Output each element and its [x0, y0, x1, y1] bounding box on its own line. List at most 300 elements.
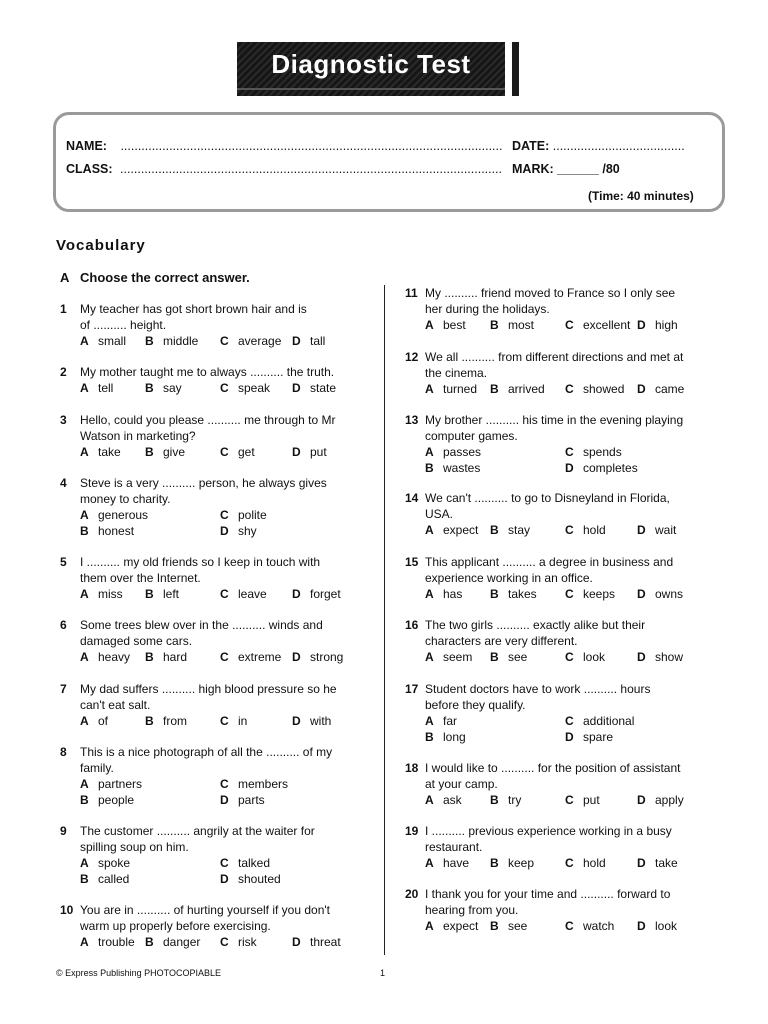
- option-text: see: [508, 650, 528, 664]
- question-text: [425, 554, 705, 586]
- option-text: state: [310, 381, 337, 395]
- option-text: tell: [98, 381, 114, 395]
- question-line: can't eat salt.: [80, 698, 151, 712]
- option-b[interactable]: [145, 713, 187, 729]
- time-limit: (Time: 40 minutes): [588, 189, 694, 203]
- question-number: 3: [60, 413, 67, 427]
- option-c[interactable]: [220, 507, 267, 523]
- option-b[interactable]: [490, 649, 527, 665]
- option-a[interactable]: [80, 649, 130, 665]
- option-letter: A: [425, 523, 434, 537]
- option-text: has: [443, 587, 463, 601]
- option-letter: A: [425, 650, 434, 664]
- question-line: We all .......... from different directions and met at: [425, 350, 684, 364]
- option-text: danger: [163, 935, 201, 949]
- option-b[interactable]: [490, 522, 530, 538]
- option-d[interactable]: [637, 918, 677, 934]
- option-text: wait: [655, 523, 677, 537]
- option-d[interactable]: [637, 855, 678, 871]
- option-b[interactable]: [490, 855, 534, 871]
- option-text: partners: [98, 777, 143, 791]
- option-text: shy: [238, 524, 257, 538]
- option-text: members: [238, 777, 289, 791]
- option-text: called: [98, 872, 130, 886]
- option-c[interactable]: [565, 317, 630, 333]
- option-d[interactable]: [292, 649, 343, 665]
- option-b[interactable]: [145, 444, 185, 460]
- option-text: from: [163, 714, 187, 728]
- mark-field[interactable]: [512, 162, 620, 176]
- option-text: passes: [443, 445, 482, 459]
- mark-label: MARK:: [512, 162, 554, 176]
- option-c[interactable]: [565, 649, 605, 665]
- option-letter: A: [425, 318, 434, 332]
- question-line: We can't .......... to go to Disneyland in Florida,: [425, 491, 670, 505]
- question-number: 20: [405, 887, 419, 901]
- question-line: at your camp.: [425, 777, 498, 791]
- option-letter: B: [490, 650, 499, 664]
- option-text: leave: [238, 587, 267, 601]
- question-text: [425, 490, 705, 522]
- option-letter: D: [637, 793, 646, 807]
- question-line: experience working in an office.: [425, 571, 593, 585]
- option-d[interactable]: [220, 523, 257, 539]
- option-a[interactable]: [425, 649, 472, 665]
- question-number: 8: [60, 745, 67, 759]
- question-number: 18: [405, 761, 419, 775]
- option-text: take: [655, 856, 678, 870]
- option-text: additional: [583, 714, 635, 728]
- option-text: try: [508, 793, 522, 807]
- option-letter: B: [145, 650, 154, 664]
- option-text: tall: [310, 334, 326, 348]
- question-line: her during the holidays.: [425, 302, 550, 316]
- date-field[interactable]: [512, 139, 685, 153]
- question-number: 5: [60, 555, 67, 569]
- option-text: middle: [163, 334, 199, 348]
- option-b[interactable]: [80, 792, 134, 808]
- option-d[interactable]: [637, 381, 684, 397]
- option-letter: B: [490, 793, 499, 807]
- option-text: spends: [583, 445, 622, 459]
- option-d[interactable]: [292, 934, 341, 950]
- option-text: heavy: [98, 650, 131, 664]
- option-letter: B: [80, 524, 89, 538]
- option-text: generous: [98, 508, 149, 522]
- question-line: My mother taught me to always .......... the truth.: [80, 365, 335, 379]
- option-letter: C: [220, 587, 229, 601]
- option-letter: A: [80, 445, 89, 459]
- option-d[interactable]: [637, 317, 678, 333]
- question-text: [80, 823, 360, 855]
- option-c[interactable]: [220, 333, 281, 349]
- option-text: parts: [238, 793, 265, 807]
- option-letter: D: [637, 523, 646, 537]
- question-text: [80, 617, 360, 649]
- mark-total: /80: [602, 162, 620, 176]
- option-a[interactable]: [425, 918, 478, 934]
- date-label: DATE:: [512, 139, 550, 153]
- question-line: characters are very different.: [425, 634, 578, 648]
- option-letter: A: [425, 587, 434, 601]
- option-b[interactable]: [425, 460, 480, 476]
- option-a[interactable]: [80, 444, 121, 460]
- option-text: showed: [583, 382, 625, 396]
- option-d[interactable]: [565, 460, 638, 476]
- name-label: NAME:: [66, 139, 107, 153]
- option-text: expect: [443, 919, 479, 933]
- option-text: left: [163, 587, 180, 601]
- option-d[interactable]: [292, 380, 336, 396]
- option-text: say: [163, 381, 182, 395]
- option-b[interactable]: [145, 586, 179, 602]
- option-b[interactable]: [490, 381, 545, 397]
- option-text: give: [163, 445, 186, 459]
- option-a[interactable]: [425, 792, 462, 808]
- question-number: 6: [60, 618, 67, 632]
- option-letter: A: [80, 334, 89, 348]
- option-b[interactable]: [80, 523, 134, 539]
- option-c[interactable]: [220, 713, 247, 729]
- option-text: expect: [443, 523, 479, 537]
- option-letter: D: [292, 714, 301, 728]
- option-b[interactable]: [80, 871, 129, 887]
- option-text: most: [508, 318, 535, 332]
- option-d[interactable]: [637, 649, 683, 665]
- option-b[interactable]: [490, 317, 534, 333]
- class-field[interactable]: [66, 162, 502, 176]
- option-letter: A: [425, 856, 434, 870]
- option-text: keeps: [583, 587, 616, 601]
- option-letter: A: [425, 793, 434, 807]
- option-b[interactable]: [490, 586, 537, 602]
- option-c[interactable]: [565, 444, 622, 460]
- option-text: threat: [310, 935, 341, 949]
- question-line: This applicant .......... a degree in business and: [425, 555, 674, 569]
- option-text: look: [655, 919, 678, 933]
- question-text: [425, 617, 705, 649]
- option-letter: D: [637, 856, 646, 870]
- option-letter: C: [565, 793, 574, 807]
- question-line: This is a nice photograph of all the .......... of my: [80, 745, 333, 759]
- question-line: Steve is a very .......... person, he always gives: [80, 476, 327, 490]
- option-c[interactable]: [565, 918, 614, 934]
- option-c[interactable]: [565, 522, 606, 538]
- option-letter: D: [637, 318, 646, 332]
- option-letter: B: [490, 382, 499, 396]
- question-line: I thank you for your time and .......... forward to: [425, 887, 671, 901]
- option-a[interactable]: [80, 855, 130, 871]
- option-letter: A: [80, 650, 89, 664]
- question-text: [80, 554, 360, 586]
- option-c[interactable]: [220, 934, 257, 950]
- option-a[interactable]: [80, 776, 142, 792]
- option-text: with: [310, 714, 332, 728]
- option-a[interactable]: [80, 333, 126, 349]
- option-a[interactable]: [425, 586, 462, 602]
- option-b[interactable]: [425, 729, 466, 745]
- page-number: 1: [380, 968, 386, 978]
- question-number: 14: [405, 491, 419, 505]
- option-letter: C: [220, 445, 229, 459]
- option-letter: C: [565, 382, 574, 396]
- question-text: [425, 760, 705, 792]
- instruction-text: Choose the correct answer.: [80, 270, 250, 285]
- option-letter: D: [220, 872, 229, 886]
- option-letter: B: [145, 334, 154, 348]
- date-dots: ......................................: [552, 139, 685, 153]
- option-text: put: [310, 445, 327, 459]
- option-letter: C: [565, 318, 574, 332]
- option-text: turned: [443, 382, 478, 396]
- option-letter: D: [637, 650, 646, 664]
- option-text: ask: [443, 793, 462, 807]
- question-number: 7: [60, 682, 67, 696]
- option-text: trouble: [98, 935, 135, 949]
- option-letter: A: [80, 381, 89, 395]
- option-letter: C: [220, 508, 229, 522]
- option-d[interactable]: [292, 586, 341, 602]
- option-letter: A: [425, 919, 434, 933]
- option-letter: D: [292, 445, 301, 459]
- question-line: restaurant.: [425, 840, 483, 854]
- option-letter: B: [145, 587, 154, 601]
- option-letter: B: [490, 587, 499, 601]
- option-text: takes: [508, 587, 537, 601]
- option-text: look: [583, 650, 606, 664]
- question-text: [80, 364, 360, 380]
- option-c[interactable]: [565, 855, 606, 871]
- question-number: 16: [405, 618, 419, 632]
- question-line: USA.: [425, 507, 454, 521]
- option-letter: B: [490, 523, 499, 537]
- option-c[interactable]: [565, 713, 634, 729]
- option-letter: D: [292, 381, 301, 395]
- option-text: long: [443, 730, 466, 744]
- option-c[interactable]: [220, 586, 267, 602]
- option-c[interactable]: [220, 649, 281, 665]
- option-b[interactable]: [145, 934, 200, 950]
- option-a[interactable]: [80, 380, 113, 396]
- option-b[interactable]: [490, 918, 527, 934]
- option-d[interactable]: [220, 871, 281, 887]
- option-letter: C: [220, 714, 229, 728]
- question-text: [425, 681, 705, 713]
- option-text: put: [583, 793, 600, 807]
- option-b[interactable]: [145, 380, 182, 396]
- question-line: Some trees blew over in the .......... winds and: [80, 618, 323, 632]
- name-dots: ..............................................................................................................: [120, 139, 503, 153]
- title-banner: [237, 42, 505, 96]
- option-a[interactable]: [425, 522, 478, 538]
- question-line: damaged some cars.: [80, 634, 193, 648]
- class-label: CLASS:: [66, 162, 113, 176]
- option-letter: C: [565, 919, 574, 933]
- question-text: [80, 681, 360, 713]
- option-letter: A: [80, 508, 89, 522]
- question-line: Hello, could you please .......... me through to Mr: [80, 413, 336, 427]
- option-text: far: [443, 714, 458, 728]
- option-letter: A: [80, 935, 89, 949]
- option-text: spoke: [98, 856, 131, 870]
- question-line: My .......... friend moved to France so I only see: [425, 286, 676, 300]
- question-line: My teacher has got short brown hair and is: [80, 302, 307, 316]
- question-text: [425, 285, 705, 317]
- option-letter: C: [220, 856, 229, 870]
- question-number: 1: [60, 302, 67, 316]
- question-line: I would like to .......... for the position of assistant: [425, 761, 681, 775]
- option-letter: B: [145, 381, 154, 395]
- option-text: of: [98, 714, 109, 728]
- question-number: 17: [405, 682, 419, 696]
- question-text: [425, 886, 705, 918]
- question-text: [80, 301, 360, 333]
- column-divider: [384, 285, 385, 955]
- option-b[interactable]: [145, 333, 198, 349]
- option-d[interactable]: [637, 586, 683, 602]
- option-letter: B: [145, 445, 154, 459]
- class-dots: ..............................................................................................................: [120, 162, 503, 176]
- option-d[interactable]: [637, 792, 684, 808]
- option-text: get: [238, 445, 255, 459]
- question-line: I .......... my old friends so I keep in touch with: [80, 555, 321, 569]
- option-letter: C: [565, 523, 574, 537]
- option-letter: B: [145, 714, 154, 728]
- option-a[interactable]: [80, 507, 148, 523]
- option-letter: D: [292, 935, 301, 949]
- option-letter: D: [637, 382, 646, 396]
- option-letter: A: [80, 777, 89, 791]
- option-letter: C: [220, 334, 229, 348]
- option-a[interactable]: [80, 934, 135, 950]
- option-letter: D: [565, 730, 574, 744]
- option-a[interactable]: [425, 317, 466, 333]
- question-text: [425, 349, 705, 381]
- option-text: best: [443, 318, 466, 332]
- question-line: Student doctors have to work .......... hours: [425, 682, 651, 696]
- option-letter: B: [490, 318, 499, 332]
- option-text: hold: [583, 523, 606, 537]
- question-line: family.: [80, 761, 114, 775]
- option-c[interactable]: [565, 381, 624, 397]
- question-number: 4: [60, 476, 67, 490]
- option-letter: A: [425, 382, 434, 396]
- question-line: The two girls .......... exactly alike but their: [425, 618, 646, 632]
- option-text: excellent: [583, 318, 631, 332]
- option-text: in: [238, 714, 248, 728]
- option-letter: C: [565, 587, 574, 601]
- option-letter: A: [80, 856, 89, 870]
- option-text: seem: [443, 650, 473, 664]
- option-text: average: [238, 334, 282, 348]
- option-c[interactable]: [565, 792, 600, 808]
- option-text: have: [443, 856, 470, 870]
- question-text: [425, 412, 705, 444]
- part-letter: A: [60, 270, 70, 285]
- question-line: of .......... height.: [80, 318, 167, 332]
- option-a[interactable]: [80, 713, 108, 729]
- option-text: apply: [655, 793, 684, 807]
- option-a[interactable]: [425, 713, 457, 729]
- option-a[interactable]: [425, 855, 469, 871]
- option-letter: B: [145, 935, 154, 949]
- option-d[interactable]: [565, 729, 613, 745]
- option-letter: C: [565, 650, 574, 664]
- footer-copyright: © Express Publishing PHOTOCOPIABLE: [56, 968, 222, 978]
- option-text: speak: [238, 381, 271, 395]
- option-letter: B: [425, 730, 434, 744]
- option-text: owns: [655, 587, 684, 601]
- question-number: 13: [405, 413, 419, 427]
- question-line: money to charity.: [80, 492, 171, 506]
- option-d[interactable]: [292, 713, 331, 729]
- option-text: high: [655, 318, 678, 332]
- option-letter: C: [565, 714, 574, 728]
- name-field[interactable]: [66, 139, 502, 153]
- question-line: warm up properly before exercising.: [80, 919, 271, 933]
- option-letter: C: [220, 650, 229, 664]
- option-a[interactable]: [425, 444, 481, 460]
- option-letter: D: [292, 587, 301, 601]
- option-a[interactable]: [425, 381, 477, 397]
- option-text: polite: [238, 508, 267, 522]
- option-d[interactable]: [292, 444, 327, 460]
- option-c[interactable]: [220, 380, 270, 396]
- option-text: honest: [98, 524, 135, 538]
- question-line: My brother .......... his time in the evening playing: [425, 413, 684, 427]
- question-line: before they qualify.: [425, 698, 526, 712]
- option-a[interactable]: [80, 586, 123, 602]
- option-letter: D: [565, 461, 574, 475]
- question-line: You are in .......... of hurting yourself if you don't: [80, 903, 330, 917]
- option-letter: B: [80, 872, 89, 886]
- question-line: them over the Internet.: [80, 571, 201, 585]
- question-number: 9: [60, 824, 67, 838]
- option-letter: D: [292, 334, 301, 348]
- option-letter: D: [637, 587, 646, 601]
- option-b[interactable]: [490, 792, 521, 808]
- option-d[interactable]: [637, 522, 676, 538]
- option-d[interactable]: [220, 792, 265, 808]
- banner-stripe: [237, 88, 505, 90]
- question-line: The customer .......... angrily at the waiter for: [80, 824, 315, 838]
- mark-blank: ______: [557, 162, 599, 176]
- option-letter: D: [220, 793, 229, 807]
- option-letter: C: [565, 856, 574, 870]
- question-line: My dad suffers .......... high blood pressure so he: [80, 682, 337, 696]
- option-text: see: [508, 919, 528, 933]
- option-text: came: [655, 382, 685, 396]
- option-text: talked: [238, 856, 271, 870]
- option-c[interactable]: [220, 855, 270, 871]
- option-text: take: [98, 445, 121, 459]
- option-c[interactable]: [565, 586, 615, 602]
- option-text: wastes: [443, 461, 481, 475]
- option-b[interactable]: [145, 649, 187, 665]
- question-text: [80, 902, 360, 934]
- option-text: completes: [583, 461, 638, 475]
- option-d[interactable]: [292, 333, 325, 349]
- question-line: I .......... previous experience working in a busy: [425, 824, 672, 838]
- option-text: watch: [583, 919, 615, 933]
- option-c[interactable]: [220, 776, 288, 792]
- option-text: arrived: [508, 382, 545, 396]
- instruction: [60, 270, 250, 285]
- option-c[interactable]: [220, 444, 255, 460]
- section-title: Vocabulary: [56, 237, 146, 254]
- question-number: 12: [405, 350, 419, 364]
- question-text: [425, 823, 705, 855]
